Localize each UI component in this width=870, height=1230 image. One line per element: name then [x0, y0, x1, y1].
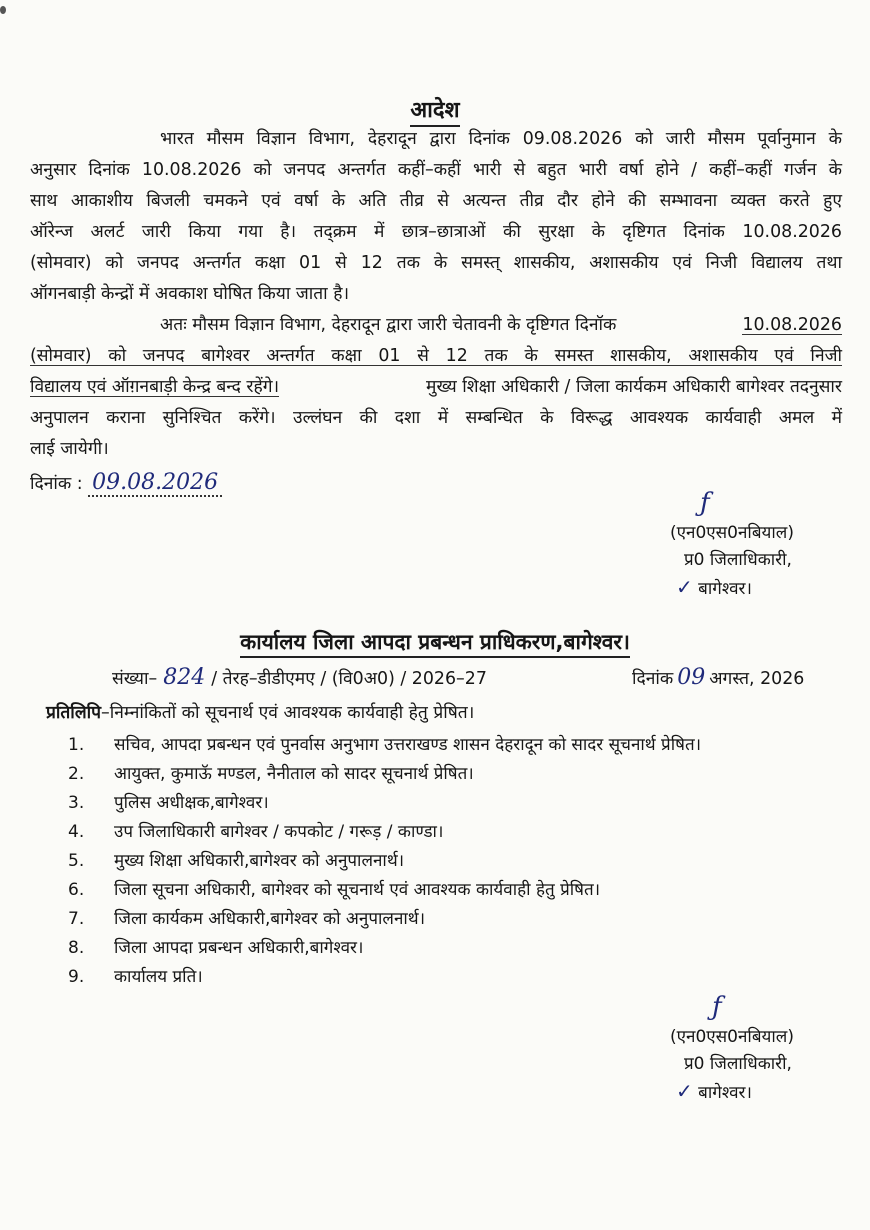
reference-handwritten-number: 824 [163, 665, 206, 690]
copy-heading: प्रतिलिपि [46, 703, 101, 723]
list-item: 9. कार्यालय प्रति। [68, 967, 203, 987]
reference-number [112, 667, 487, 689]
reference-date-prefix: दिनांक [632, 669, 674, 689]
para1-line-3: साथ आकाशीय बिजली चमकने एवं वर्षा के अति तीव्र से अत्यन्त तीव्र दौर होने की सम्भावना व्यक्त करते हुए [30, 191, 842, 211]
signature-1-place: ✓ बागेश्वर। [676, 575, 752, 599]
handwritten-signature-2: ƒ [712, 992, 722, 1022]
date-line [30, 472, 222, 494]
office-title: कार्यालय जिला आपदा प्रबन्धन प्राधिकरण,बागेश्वर। [0, 628, 870, 656]
signature-2-place: ✓ बागेश्वर। [676, 1079, 752, 1103]
date-handwritten: 09.08.2026 [88, 470, 222, 497]
reference-suffix: / तेरह–डीडीएमए / (वि0अ0) / 2026–27 [211, 669, 487, 689]
date-label: दिनांक : [30, 474, 83, 494]
signature-1-name: (एन0एस0नबियाल) [670, 523, 794, 543]
reference-date-day: 09 [677, 665, 706, 690]
para1-line-4: ऑरेन्ज अलर्ट जारी किया गया है। तद्क्रम में छात्र–छात्राओं की सुरक्षा के दृष्टिगत दिनांक 10.08.2026 [30, 222, 842, 242]
signature-2-designation: प्र0 जिलाधिकारी, [684, 1054, 792, 1074]
para2-line-1 [160, 317, 842, 335]
para2-line-1-text: अतः मौसम विज्ञान विभाग, देहरादून द्वारा जारी चेतावनी के दृष्टिगत दिनॉक [160, 315, 617, 335]
signature-1-designation: प्र0 जिलाधिकारी, [684, 550, 792, 570]
list-item: 5. मुख्य शिक्षा अधिकारी,बागेश्वर को अनुपालनार्थ। [68, 851, 405, 871]
para1-line-1: भारत मौसम विज्ञान विभाग, देहरादून द्वारा दिनांक 09.08.2026 को जारी मौसम पूर्वानुमान के [160, 129, 842, 149]
list-item: 2. आयुक्त, कुमाऊॅ मण्डल, नैनीताल को सादर सूचनार्थ प्रेषित। [68, 764, 474, 784]
signature-2-name: (एन0एस0नबियाल) [670, 1027, 794, 1047]
list-item: 7. जिला कार्यकम अधिकारी,बागेश्वर को अनुपालनार्थ। [68, 909, 426, 929]
check-mark-icon: ✓ [676, 1079, 693, 1103]
list-item: 3. पुलिस अधीक्षक,बागेश्वर। [68, 793, 269, 813]
copy-to-line [46, 705, 474, 722]
reference-date-suffix: अगस्त, 2026 [709, 669, 805, 689]
scan-mark [0, 6, 6, 14]
list-item: 6. जिला सूचना अधिकारी, बागेश्वर को सूचनार्थ एवं आवश्यक कार्यवाही हेतु प्रेषित। [68, 880, 601, 900]
signature-block-1 [670, 520, 794, 603]
para2-line-3-rest: मुख्य शिक्षा अधिकारी / जिला कार्यकम अधिकारी बागेश्वर तदनुसार [426, 377, 842, 397]
reference-prefix: संख्या– [112, 669, 158, 689]
copy-intro: –निम्नांकितों को सूचनार्थ एवं आवश्यक कार्यवाही हेतु प्रेषित। [101, 703, 475, 723]
para2-line-5: लाई जायेगी। [30, 439, 109, 459]
para2-line-2: (सोमवार) को जनपद बागेश्वर अन्तर्गत कक्षा 01 से 12 तक के समस्त शासकीय, अशासकीय एवं निजी [30, 346, 842, 366]
handwritten-signature-1: ƒ [700, 488, 710, 518]
order-title: आदेश [0, 94, 870, 124]
para2-line-4: अनुपालन कराना सुनिश्चित करेंगे। उल्लंघन की दशा में सम्बन्धित के विरूद्ध आवश्यक कार्यवाही अमल में [30, 408, 842, 428]
para1-line-6: ऑगनबाड़ी केन्द्रों में अवकाश घोषित किया जाता है। [30, 284, 350, 304]
list-item: 8. जिला आपदा प्रबन्धन अधिकारी,बागेश्वर। [68, 938, 364, 958]
para2-date-underlined: 10.08.2026 [742, 315, 842, 335]
para1-line-2: अनुसार दिनांक 10.08.2026 को जनपद अन्तर्गत कहीं–कहीं भारी से बहुत भारी वर्षा होने / कहीं–कहीं गर्जन के [30, 160, 842, 180]
signature-block-2 [670, 1024, 794, 1107]
para1-line-5: (सोमवार) को जनपद अन्तर्गत कक्षा 01 से 12 तक के समस्त् शासकीय, अशासकीय एवं निजी विद्यालय तथा [30, 253, 842, 273]
check-mark-icon: ✓ [676, 575, 693, 599]
list-item: 1. सचिव, आपदा प्रबन्धन एवं पुनर्वास अनुभाग उत्तराखण्ड शासन देहरादून को सादर सूचनार्थ प्रेषित। [68, 735, 702, 755]
para2-closure-underlined: विद्यालय एवं ऑग़नबाड़ी केन्द्र बन्द रहेंगे। [30, 377, 280, 397]
list-item: 4. उप जिलाधिकारी बागेश्वर / कपकोट / गरूड़ / काण्डा। [68, 822, 444, 842]
para2-line-3 [30, 379, 842, 397]
reference-date [632, 667, 804, 689]
